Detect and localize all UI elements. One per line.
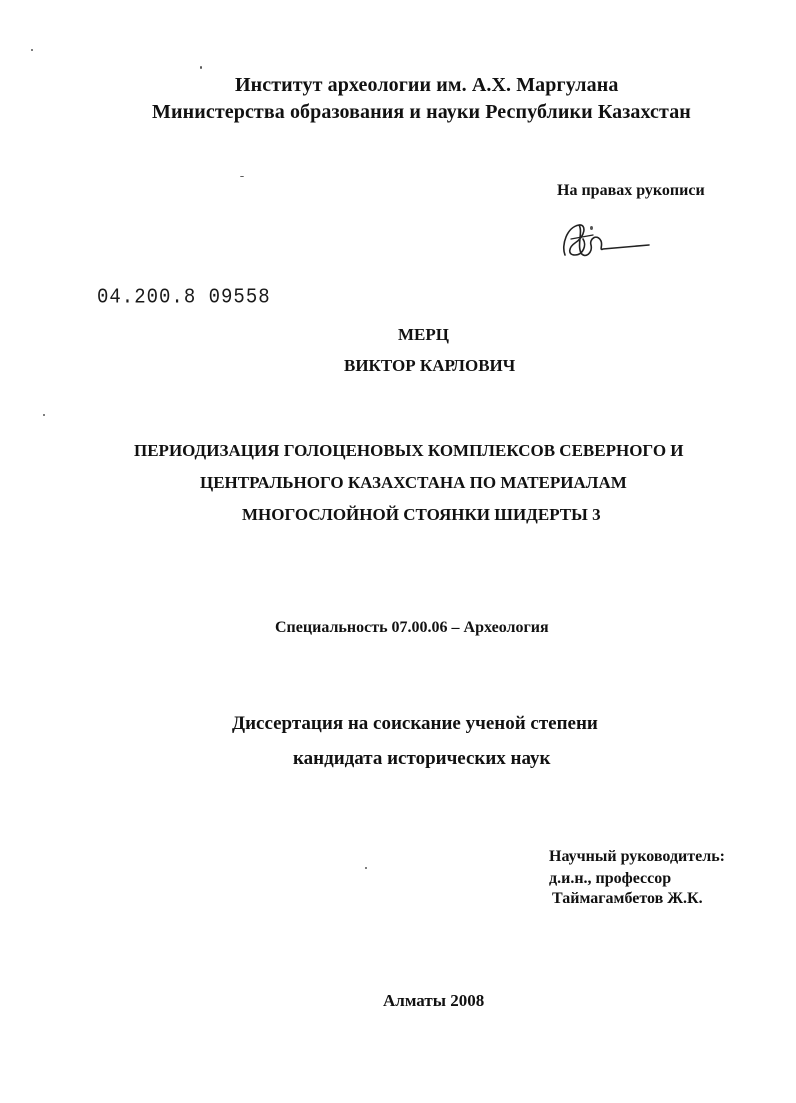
specialty-line: Специальность 07.00.06 – Археология <box>275 619 549 636</box>
scan-speck <box>240 176 244 177</box>
degree-statement-line: кандидата исторических наук <box>293 748 551 769</box>
scan-speck <box>31 49 33 51</box>
thesis-title-line: ПЕРИОДИЗАЦИЯ ГОЛОЦЕНОВЫХ КОМПЛЕКСОВ СЕВЕРНОГО И <box>134 441 684 460</box>
archive-stamp: 04.200.8 09558 <box>97 284 271 310</box>
supervisor-name: Таймагамбетов Ж.К. <box>552 890 703 907</box>
supervisor-degree: д.и.н., профессор <box>549 870 672 887</box>
thesis-title-line: ЦЕНТРАЛЬНОГО КАЗАХСТАНА ПО МАТЕРИАЛАМ <box>200 473 627 492</box>
scan-speck <box>365 867 367 869</box>
thesis-title-line: МНОГОСЛОЙНОЙ СТОЯНКИ ШИДЕРТЫ 3 <box>242 505 601 524</box>
handwritten-signature <box>557 215 657 263</box>
degree-statement-line: Диссертация на соискание ученой степени <box>232 713 598 734</box>
author-given-names: ВИКТОР КАРЛОВИЧ <box>344 356 516 375</box>
rights-note: На правах рукописи <box>557 182 705 199</box>
scan-speck <box>590 226 593 230</box>
author-surname: МЕРЦ <box>398 325 449 344</box>
city-year: Алматы 2008 <box>383 991 485 1010</box>
scan-speck <box>200 66 202 69</box>
ministry-name: Министерства образования и науки Республики Казахстан <box>152 101 691 123</box>
supervisor-heading: Научный руководитель: <box>549 848 725 865</box>
scan-speck <box>43 414 45 416</box>
institute-name: Институт археологии им. А.Х. Маргулана <box>235 74 619 96</box>
